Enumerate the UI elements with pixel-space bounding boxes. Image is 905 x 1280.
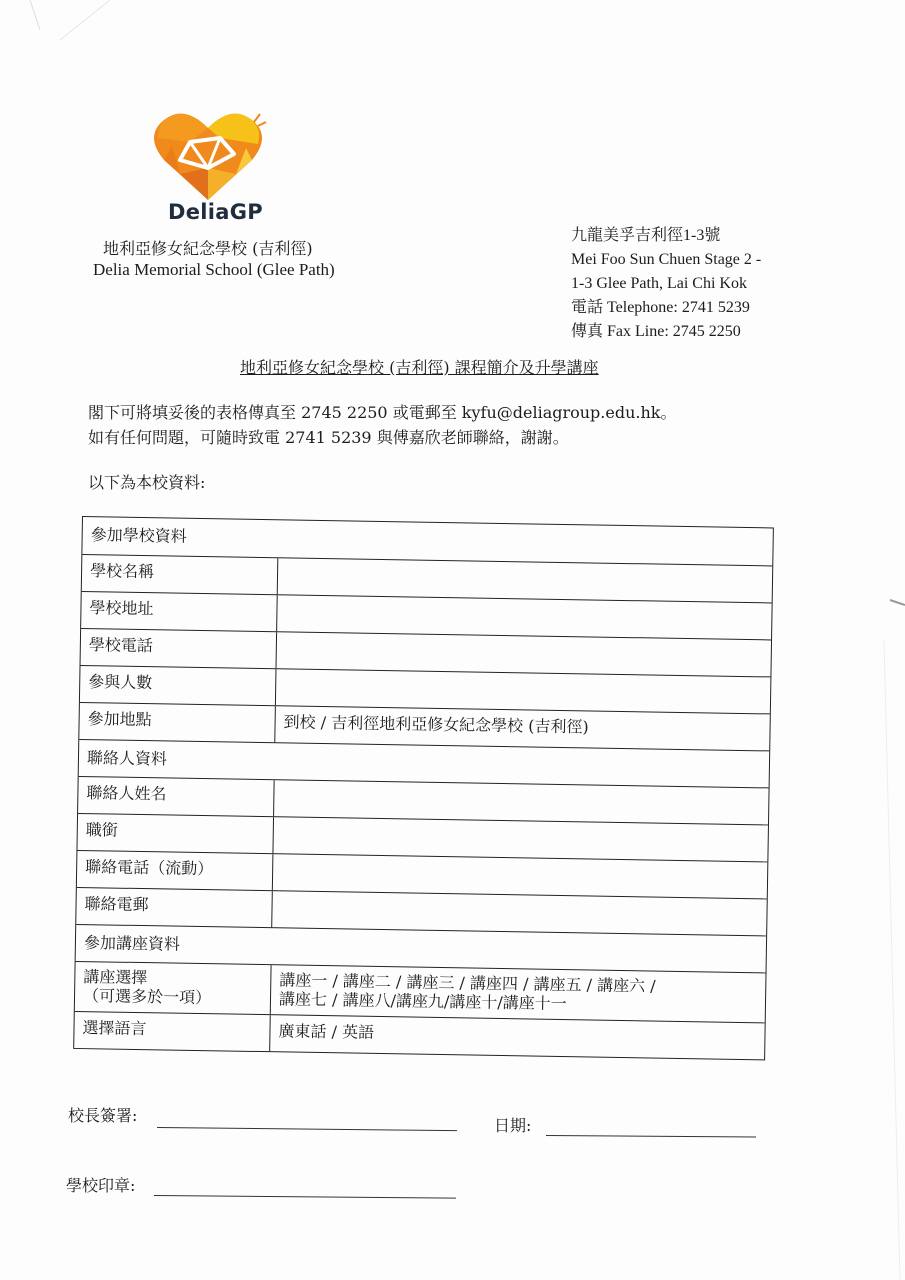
form-heading: 地利亞修女紀念學校 (吉利徑) 課程簡介及升學講座 <box>240 358 599 377</box>
school-chop-line[interactable] <box>154 1195 456 1199</box>
logo-brand-text: DeliaGP <box>168 200 263 224</box>
address-line: 九龍美孚吉利徑1-3號 <box>571 227 721 244</box>
principal-signature-line[interactable] <box>157 1127 457 1131</box>
seminar-choice-label-line: 講座選擇 <box>83 967 148 988</box>
seminar-choice-hint: （可選多於一項） <box>82 986 212 1008</box>
mobile-label: 聯絡電話（流動） <box>77 851 274 890</box>
school-address-label: 學校地址 <box>81 592 278 631</box>
email-label: 聯絡電郵 <box>76 888 273 927</box>
info-label: 以下為本校資料: <box>88 473 206 492</box>
heart-logo-icon <box>150 108 274 203</box>
principal-signature-label: 校長簽署: <box>68 1106 138 1125</box>
school-phone-label: 學校電話 <box>81 629 278 668</box>
address-line: 1-3 Glee Path, Lai Chi Kok <box>571 275 747 292</box>
address-fax: 傳真 Fax Line: 2745 2250 <box>571 323 741 340</box>
section-title-contact: 聯絡人資料 <box>86 748 168 769</box>
section-title-seminar: 參加講座資料 <box>83 933 181 954</box>
school-name-chinese: 地利亞修女紀念學校 (吉利徑) <box>103 239 313 258</box>
venue-label: 參加地點 <box>79 703 276 742</box>
seminar-options-line-1: 講座一 / 講座二 / 講座三 / 講座四 / 講座五 / 講座六 / <box>279 970 656 996</box>
date-label: 日期: <box>494 1116 532 1135</box>
school-address-block <box>571 224 761 344</box>
deliagp-logo <box>150 108 274 230</box>
registration-form-table <box>73 516 774 1060</box>
language-field[interactable]: 廣東話 / 英語 <box>278 1021 375 1042</box>
section-title-school: 參加學校資料 <box>90 525 187 546</box>
intro-line-2: 如有任何問題，可隨時致電 2741 5239 與傅嘉欣老師聯絡，謝謝。 <box>88 428 569 447</box>
seminar-options-line-2: 講座七 / 講座八/講座九/講座十/講座十一 <box>278 989 567 1014</box>
school-name-label: 學校名稱 <box>82 555 279 594</box>
seminar-choice-label <box>75 962 272 1014</box>
school-name-english: Delia Memorial School (Glee Path) <box>93 260 335 279</box>
language-label: 選擇語言 <box>74 1012 271 1051</box>
job-title-label: 職銜 <box>77 814 274 853</box>
address-line: Mei Foo Sun Chuen Stage 2 - <box>571 251 762 268</box>
contact-name-label: 聯絡人姓名 <box>78 777 275 816</box>
participants-label: 參與人數 <box>80 666 277 705</box>
school-chop-label: 學校印章: <box>66 1176 136 1195</box>
intro-line-1: 閣下可將填妥後的表格傳真至 2745 2250 或電郵至 kyfu@deliagroup.edu.hk。 <box>88 403 677 422</box>
address-telephone: 電話 Telephone: 2741 5239 <box>571 299 750 316</box>
date-line[interactable] <box>546 1135 756 1137</box>
seminar-options-field[interactable] <box>271 965 766 1022</box>
venue-field[interactable]: 到校 / 吉利徑地利亞修女紀念學校 (吉利徑) <box>283 712 589 737</box>
